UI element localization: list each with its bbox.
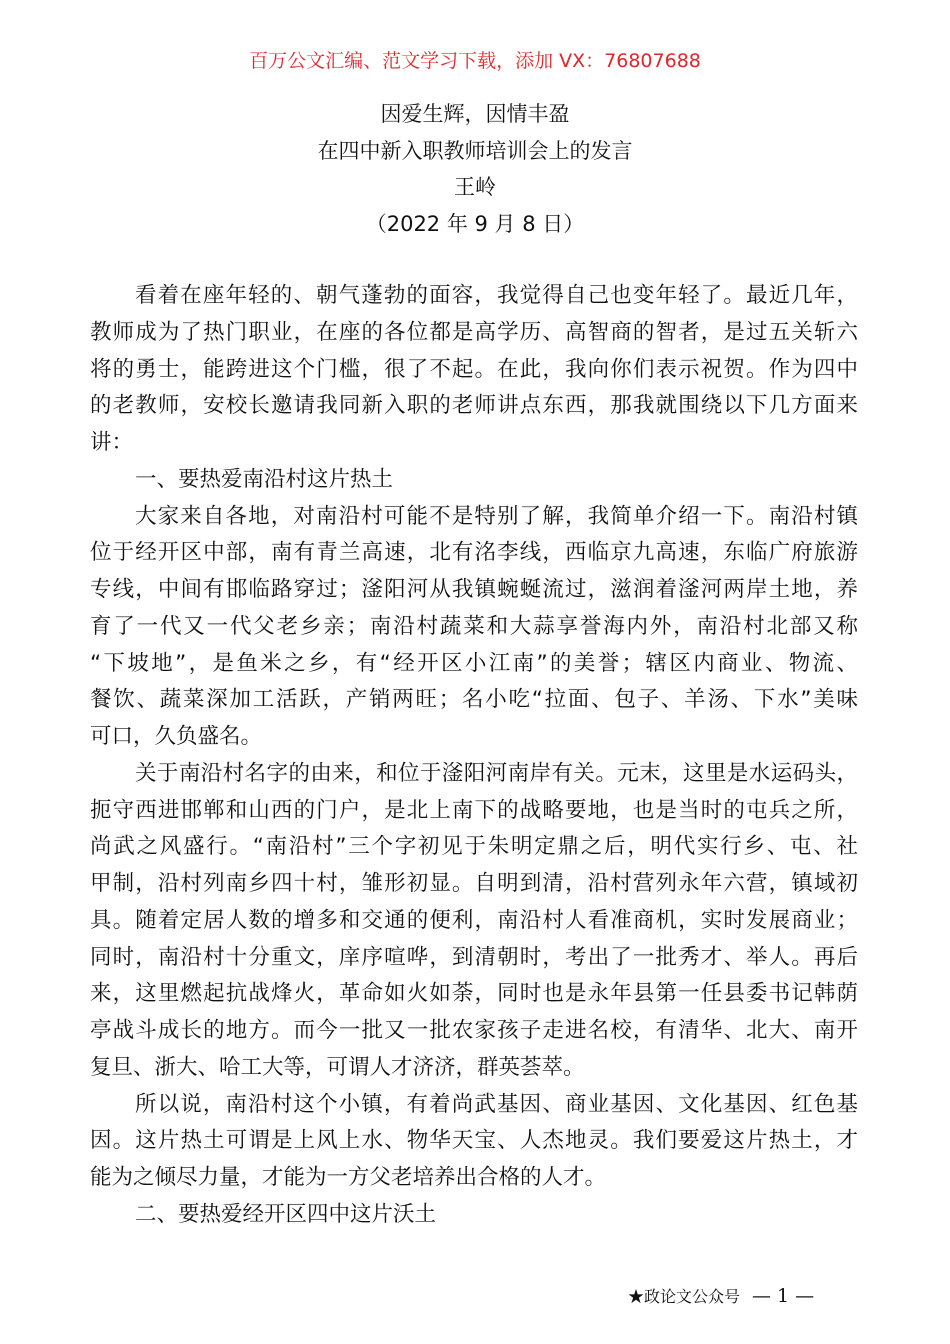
body-line: 所以说，南沿村这个小镇，有着尚武基因、商业基因、文化基因、红色基: [135, 1091, 858, 1117]
footer: [628, 1284, 814, 1307]
body-line: 的老教师，安校长邀请我同新入职的老师讲点东西，那我就围绕以下几方面来: [90, 393, 858, 419]
author: 王岭: [454, 175, 496, 199]
body-line: 扼守西进邯郸和山西的门户，是北上南下的战略要地，也是当时的屯兵之所，: [90, 797, 858, 823]
body-line: 看着在座年轻的、朝气蓬勃的面容，我觉得自己也变年轻了。最近几年，: [135, 283, 858, 308]
body-line: 关于南沿村名字的由来，和位于滏阳河南岸有关。元末，这里是水运码头，: [135, 760, 858, 786]
body-line: 教师成为了热门职业，在座的各位都是高学历、高智商的智者，是过五关斩六: [90, 319, 858, 345]
body-line: 大家来自各地，对南沿村可能不是特别了解，我简单介绍一下。南沿村镇: [135, 503, 858, 529]
body-line: “下坡地”，是鱼米之乡，有“经开区小江南”的美誉；辖区内商业、物流、: [90, 650, 858, 676]
body-line: 因。这片热土可谓是上风上水、物华天宝、人杰地灵。我们要爱这片热土，才: [90, 1128, 858, 1154]
body-line: 尚武之风盛行。“南沿村”三个字初见于朱明定鼎之后，明代实行乡、屯、社: [90, 834, 858, 860]
body-line: 餐饮、蔬菜深加工活跃，产销两旺；名小吃“拉面、包子、羊汤、下水”美味: [90, 687, 858, 713]
body-line: 育了一代又一代父老乡亲；南沿村蔬菜和大蒜享誉海内外，南沿村北部又称: [90, 613, 858, 639]
document-subtitle: 在四中新入职教师培训会上的发言: [317, 139, 633, 163]
page-number: — 1 —: [752, 1285, 815, 1307]
document-title: 因爱生辉，因情丰盈: [380, 102, 570, 126]
body-line: 来，这里燃起抗战烽火，革命如火如荼，同时也是永年县第一任县委书记韩荫: [90, 981, 858, 1007]
body-line: 同时，南沿村十分重文，庠序喧哗，到清朝时，考出了一批秀才、举人。再后: [90, 944, 858, 970]
body-line: 复旦、浙大、哈工大等，可谓人才济济，群英荟萃。: [90, 1054, 585, 1080]
body-line: 具。随着定居人数的增多和交通的便利，南沿村人看准商机，实时发展商业；: [90, 907, 858, 933]
header-banner: 百万公文汇编、范文学习下载，添加 VX：76807688: [249, 50, 701, 72]
date: （2022 年 9 月 8 日）: [365, 212, 585, 236]
body-line: 可口，久负盛名。: [90, 724, 263, 749]
body-line: 甲制，沿村列南乡四十村，雏形初显。自明到清，沿村营列永年六营，镇域初: [90, 871, 858, 896]
footer-source: ★政论文公众号: [628, 1287, 741, 1306]
section-heading: 二、要热爱经开区四中这片沃土: [135, 1201, 437, 1227]
body-line: 讲：: [90, 430, 134, 455]
body-line: 专线，中间有邯临路穿过；滏阳河从我镇蜿蜒流过，滋润着滏河两岸土地，养: [90, 577, 858, 602]
body-line: 位于经开区中部，南有青兰高速，北有洺李线，西临京九高速，东临广府旅游: [90, 540, 858, 566]
body-line: 亭战斗成长的地方。而今一批又一批农家孩子走进名校，有清华、北大、南开: [90, 1018, 858, 1043]
body-line: 能为之倾尽力量，才能为一方父老培养出合格的人才。: [90, 1165, 607, 1190]
section-heading: 一、要热爱南沿村这片热土: [135, 466, 394, 492]
body-line: 将的勇士，能跨进这个门槛，很了不起。在此，我向你们表示祝贺。作为四中: [90, 356, 858, 382]
